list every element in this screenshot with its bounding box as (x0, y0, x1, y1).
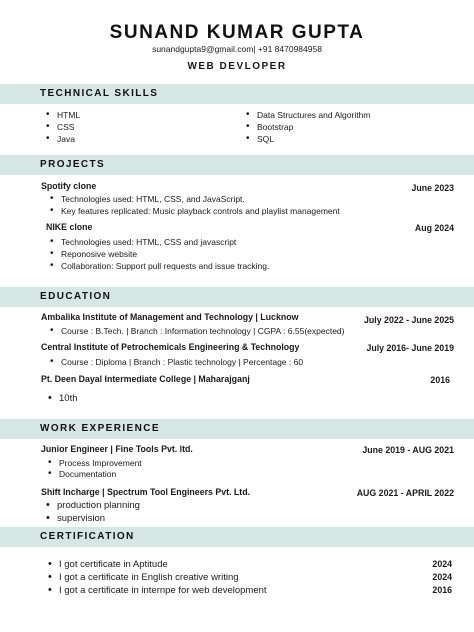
section-band-skills (0, 84, 474, 104)
work-date: June 2019 - AUG 2021 (362, 445, 454, 455)
certification-year: 2024 (432, 572, 452, 582)
education-institution: Pt. Deen Dayal Intermediate College | Maharajganj (41, 374, 250, 384)
skill-item: • Data Structures and Algorithm (257, 110, 370, 120)
section-title-work: WORK EXPERIENCE (40, 423, 160, 434)
section-band-certification (0, 527, 474, 547)
job-role: WEB DEVLOPER (187, 61, 287, 72)
work-position: Shift Incharge | Spectrum Tool Engineers Pvt. Ltd. (41, 487, 251, 497)
work-position: Junior Engineer | Fine Tools Pvt. ltd. (41, 444, 193, 454)
education-detail: • Course : B.Tech. | Branch : Information technology | CGPA : 6.55(expected) (61, 326, 344, 336)
education-date: 2016 (430, 375, 450, 385)
project-bullet: • Reponosive website (61, 249, 137, 259)
work-date: AUG 2021 - APRIL 2022 (356, 488, 454, 498)
certification-year: 2016 (432, 585, 452, 595)
work-bullet: • supervision (57, 513, 105, 524)
project-bullet: • Collaboration: Support pull requests and issue tracking. (61, 261, 269, 271)
section-band-projects (0, 155, 474, 175)
education-detail: • 10th (59, 393, 78, 404)
education-date: July 2022 - June 2025 (364, 315, 454, 325)
project-name: Spotify clone (41, 181, 97, 191)
section-title-certification: CERTIFICATION (40, 531, 135, 542)
education-institution: Central Institute of Petrochemicals Engineering & Technology (41, 342, 300, 352)
education-date: July 2016- June 2019 (366, 343, 454, 353)
skill-item: • Bootstrap (257, 122, 293, 132)
certification-item: • I got certificate in Aptitude (59, 559, 168, 570)
education-institution: Ambalika Institute of Management and Technology | Lucknow (41, 312, 299, 322)
work-bullet: • Process Improvement (59, 458, 142, 468)
section-band-education (0, 287, 474, 307)
work-bullet: • production planning (57, 500, 140, 511)
skill-item: • SQL (257, 134, 274, 144)
project-bullet: • Technologies used: HTML, CSS, and JavaScript. (61, 194, 245, 204)
work-bullet: • Documentation (59, 469, 116, 479)
certification-year: 2024 (432, 559, 452, 569)
skill-item: • CSS (57, 122, 74, 132)
section-title-projects: PROJECTS (40, 159, 106, 170)
skill-item: • HTML (57, 110, 80, 120)
project-bullet: • Technologies used: HTML, CSS and javascript (61, 237, 236, 247)
project-name: NIKE clone (46, 222, 93, 232)
section-band-work (0, 419, 474, 439)
project-date: June 2023 (411, 183, 454, 193)
education-detail: • Course : Diploma | Branch : Plastic technology | Percentage : 60 (61, 357, 303, 367)
project-bullet: • Key features replicated: Music playback controls and playlist management (61, 206, 340, 216)
section-title-skills: TECHNICAL SKILLS (40, 88, 159, 99)
project-date: Aug 2024 (414, 223, 454, 233)
resume-name: SUNAND KUMAR GUPTA (109, 22, 365, 43)
contact-line: sunandgupta9@gmail.com| +91 8470984958 (152, 44, 322, 54)
section-title-education: EDUCATION (40, 291, 112, 302)
certification-item: • I got a certificate in internpe for web development (59, 585, 267, 596)
skill-item: • Java (57, 134, 75, 144)
certification-item: • I got a certificate in English creative writing (59, 572, 239, 583)
